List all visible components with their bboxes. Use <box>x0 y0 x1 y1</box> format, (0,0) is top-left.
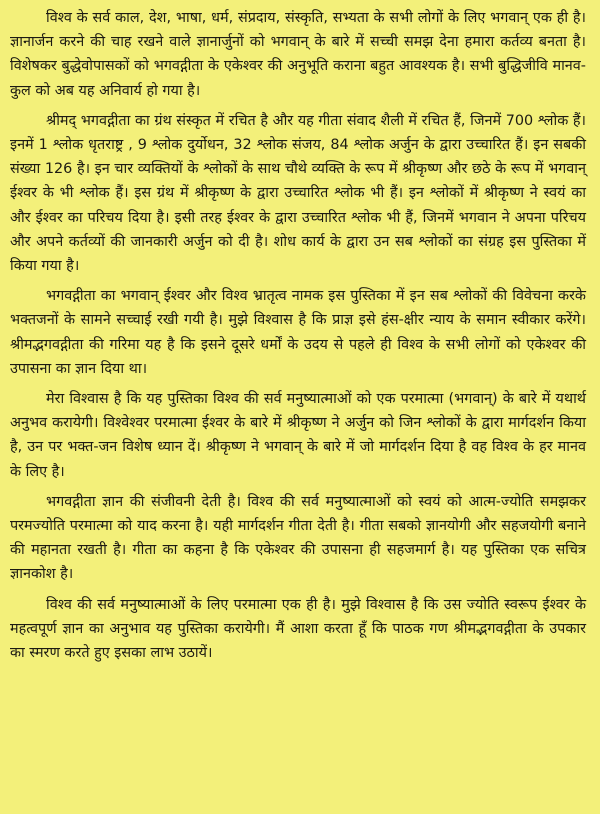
paragraph-gita-shlokas: श्रीमद् भगवद्गीता का ग्रंथ संस्कृत में रचित है और यह गीता संवाद शैली में रचित हैं, जिनमें 700 श्लोक हैं। इनमें 1 श्लोक धृतराष्ट्र , 9 श्लोक दुर्योधन, 32 श्लोक संजय, 84 श्लोक अर्जुन के द्वारा उच्चारित हैं। इन सबकी संख्या 126 है। इन चार व्यक्तियों के श्लोकों के साथ चौथे व्यक्ति के रूप में श्रीकृष्ण और छठे के रूप में भगवान् ईश्वर के भी श्लोक हैं। इस ग्रंथ में श्रीकृष्ण के द्वारा उच्चारित श्लोक भी हैं। इन श्लोकों में श्रीकृष्ण ने स्वयं का और ईश्वर का परिचय दिया है। इसी तरह ईश्वर के द्वारा उच्चारित श्लोक भी हैं, जिनमें भगवान ने अपना परिचय और अपने कर्तव्यों की जानकारी अर्जुन को दी है। शोध कार्य के द्वारा उन सब श्लोकों का संग्रह इस पुस्तिका में किया गया है। <box>10 112 586 275</box>
paragraph-gita-knowledge: भगवद्गीता ज्ञान की संजीवनी देती है। विश्व की सर्व मनुष्यात्माओं को स्वयं को आत्म-ज्योति समझकर परमज्योति परमात्मा को याद करना है। यही मार्गदर्शन गीता देती है। गीता सबको ज्ञानयोगी और सहजयोगी बनाने की महानता रखती है। गीता का कहना है कि एकेश्वर की उपासना ही सहजमार्ग है। यह पुस्तिका एक सचित्र ज्ञानकोश है। <box>10 493 586 583</box>
paragraph-intro: विश्व के सर्व काल, देश, भाषा, धर्म, संप्रदाय, संस्कृति, सभ्यता के सभी लोगों के लिए भगवान् एक ही है। ज्ञानार्जन करने की चाह रखने वाले ज्ञानार्जुनों को भगवान् के बारे में सच्ची समझ देना हमारा कर्तव्य बनता है। विशेषकर बुद्धेवोपासकों को भगवद्गीता के एकेश्वर की अनुभूति कराना बहुत आवश्यक है। सभी बुद्धिजीवि मानव-कुल को अब यह अनिवार्य हो गया है। <box>10 10 586 99</box>
paragraph-author-belief: मेरा विश्वास है कि यह पुस्तिका विश्व की सर्व मनुष्यात्माओं को एक परमात्मा (भगवान्) के बारे में यथार्थ अनुभव करायेगी। विश्वेश्वर परमात्मा ईश्वर के बारे में श्रीकृष्ण ने अर्जुन को जिन श्लोकों के द्वारा मार्गदर्शन किया है, उन पर भक्त-जन विशेष ध्यान दें। श्रीकृष्ण ने भगवान् के बारे में जो मार्गदर्शन दिया है वह विश्व के हर मानव के लिए है। <box>10 391 586 480</box>
paragraph-booklet-purpose: भगवद्गीता का भगवान् ईश्वर और विश्व भ्रातृत्व नामक इस पुस्तिका में इन सब श्लोकों की विवेचना करके भक्तजनों के सामने सच्चाई रखी गयी है। मुझे विश्वास है कि प्राज्ञ इसे हंस-क्षीर न्याय के समान स्वीकार करेंगे। श्रीमद्भगवद्गीता की गरिमा यह है कि इसने दूसरे धर्मों के उदय से पहले ही विश्व के सभी लोगों को एकेश्वर की उपासना का ज्ञान दिया था। <box>10 288 586 377</box>
paragraph-conclusion: विश्व की सर्व मनुष्यात्माओं के लिए परमात्मा एक ही है। मुझे विश्वास है कि उस ज्योति स्वरूप ईश्वर के महत्वपूर्ण ज्ञान का अनुभाव यह पुस्तिका करायेगी। मैं आशा करता हूँ कि पाठक गण श्रीमद्भगवद्गीता के उपकार का स्मरण करते हुए इसका लाभ उठायें। <box>10 596 586 662</box>
